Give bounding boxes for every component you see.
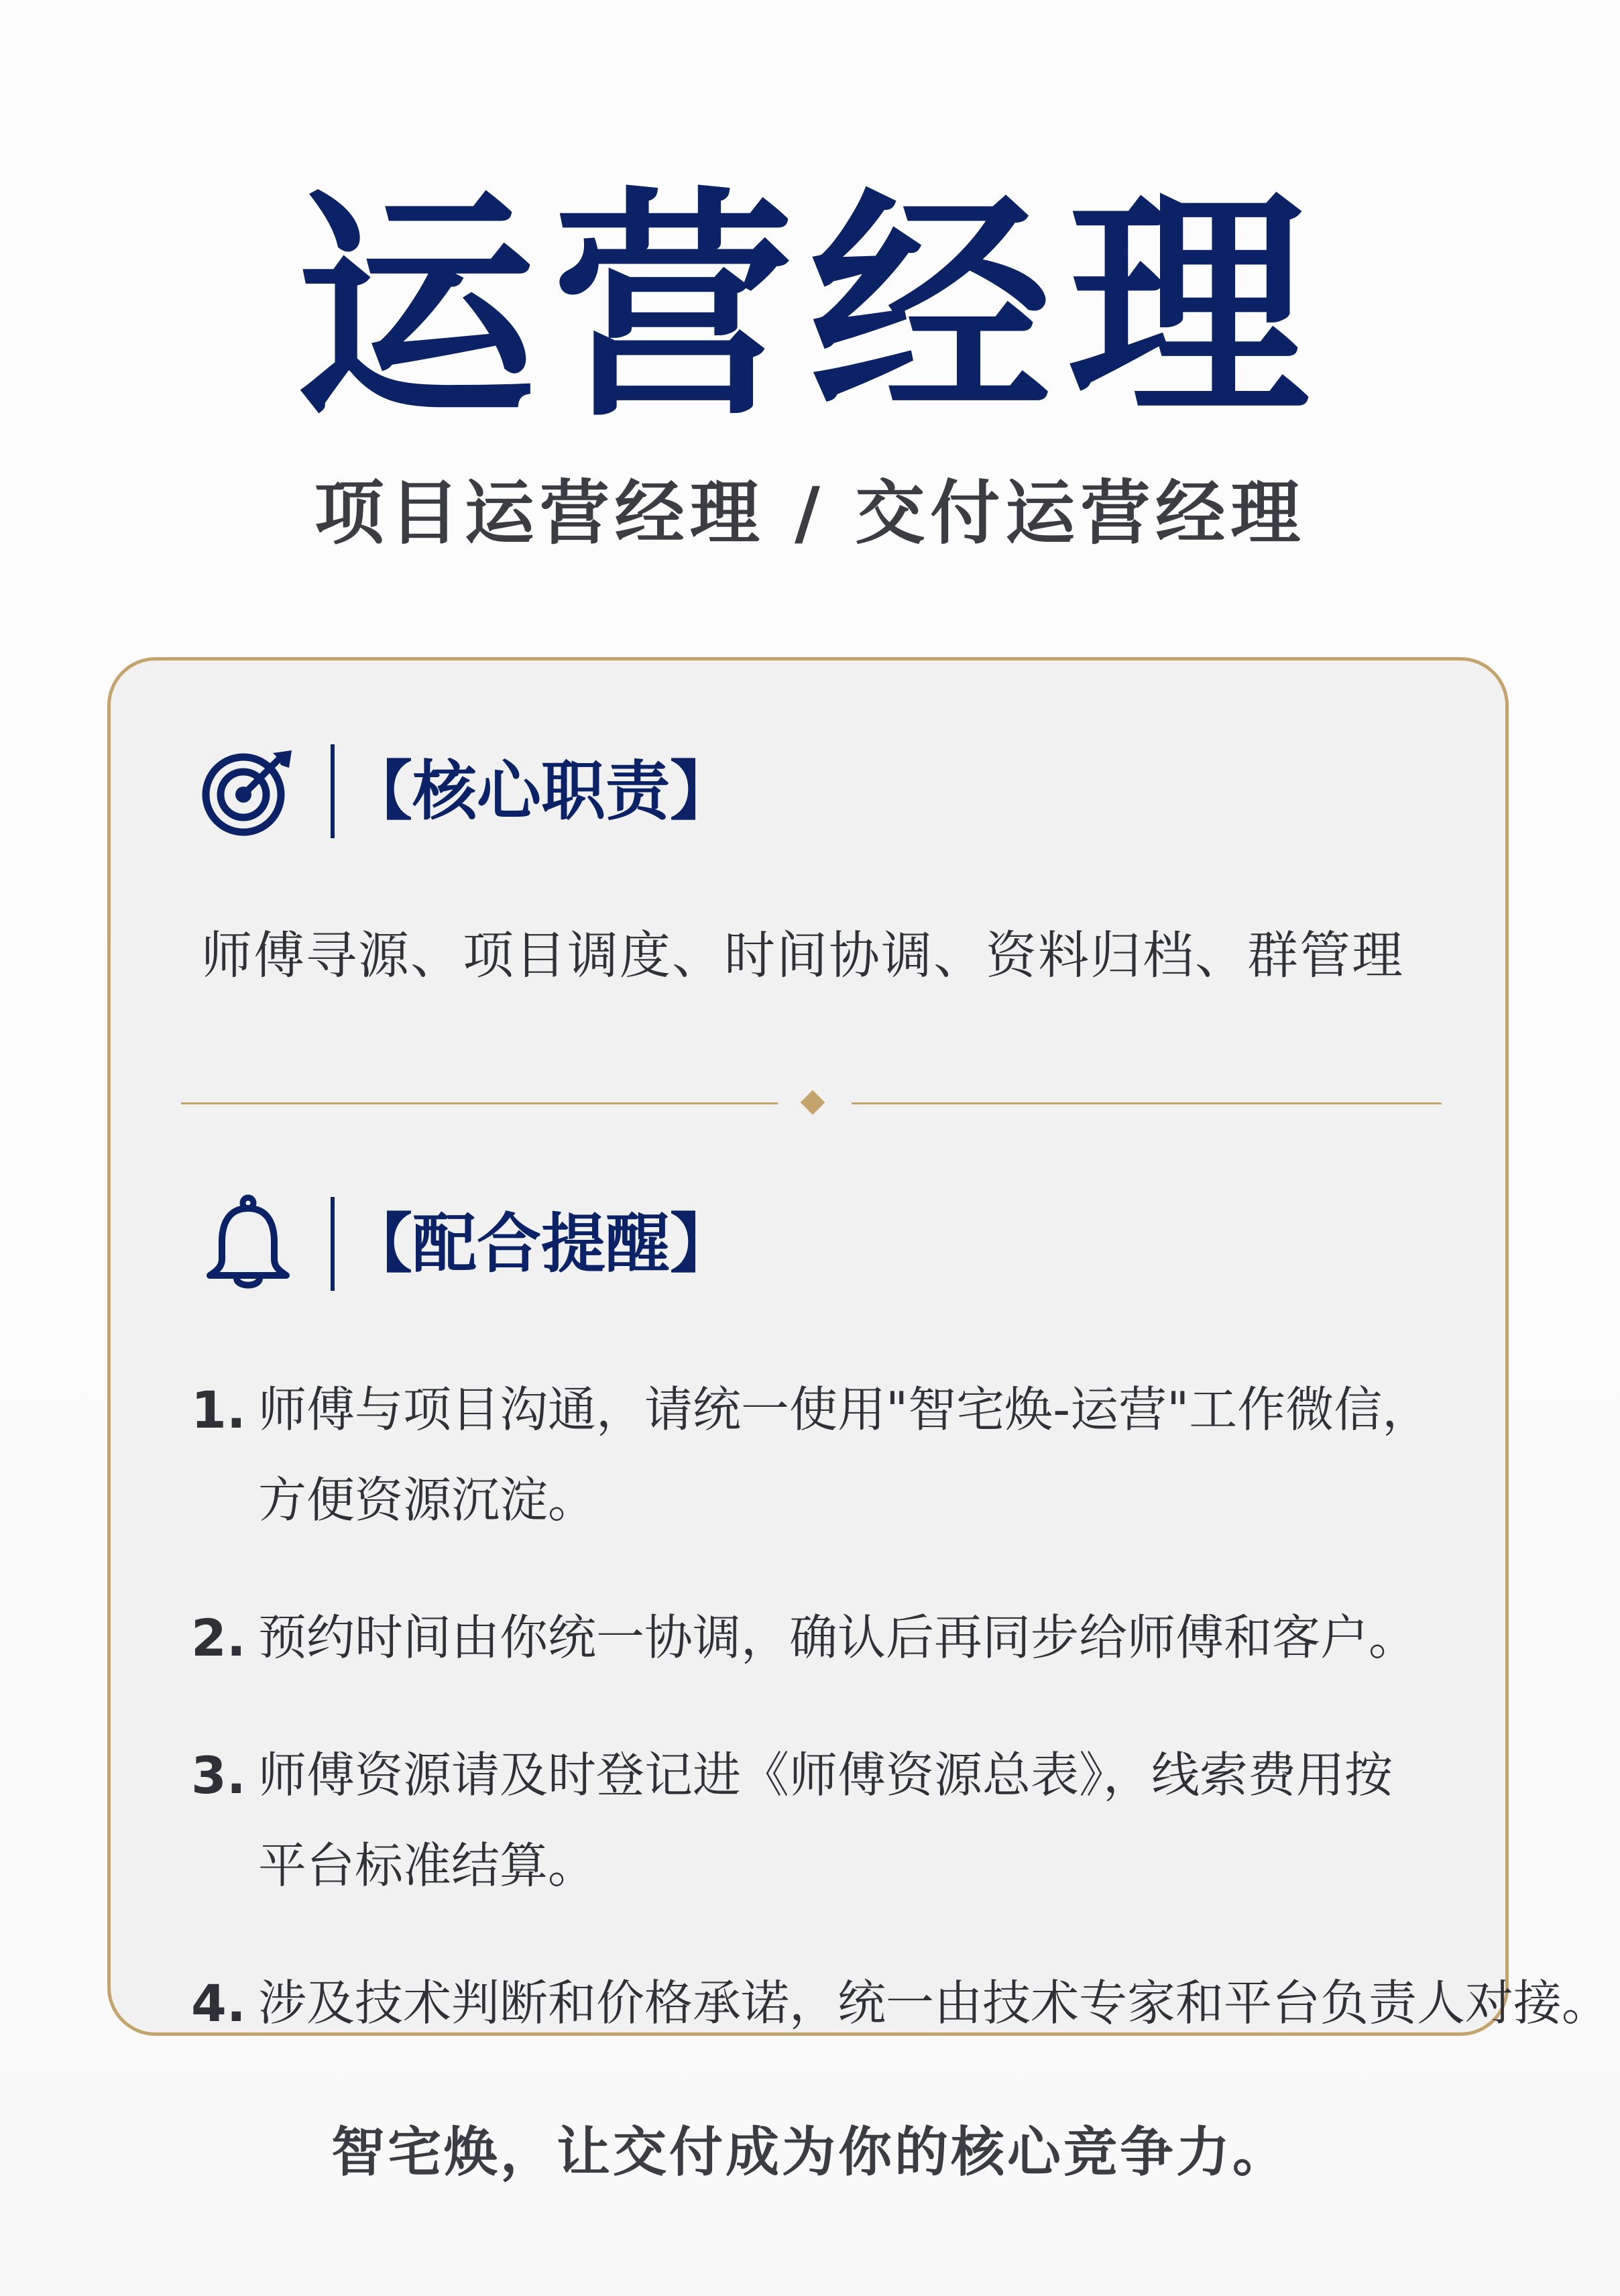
list-item-line: 预约时间由你统一协调，确认后再同步给师傅和客户。	[258, 1609, 1418, 1666]
list-item	[191, 1365, 1465, 1546]
core-duties-text: 师傅寻源、项目调度、时间协调、资料归档、群管理	[201, 925, 1404, 985]
list-item-number: 3.	[191, 1745, 246, 1805]
list-item-number: 1.	[191, 1380, 246, 1440]
list-item-line: 涉及技术判断和价格承诺，统一由技术专家和平台负责人对接。	[258, 1975, 1611, 2031]
section-divider	[181, 1090, 1442, 1116]
list-item-number: 4.	[191, 1973, 246, 2033]
divider-line-left	[181, 1102, 778, 1104]
page-title: 运营经理	[295, 168, 1325, 449]
list-item-line: 师傅与项目沟通，请统一使用"智宅焕-运营"工作微信，	[258, 1381, 1431, 1438]
list-item	[191, 1593, 1465, 1683]
list-item-line: 方便资源沉淀。	[258, 1472, 597, 1528]
divider-line-right	[852, 1102, 1442, 1104]
footer-slogan: 智宅焕，让交付成为你的核心竞争力。	[331, 2121, 1289, 2183]
list-item-text	[258, 1730, 1393, 1911]
header-divider-bar	[331, 744, 335, 838]
core-duties-header	[198, 738, 734, 845]
bell-icon	[198, 1194, 298, 1294]
list-item-text	[258, 1958, 1610, 2049]
diamond-icon	[801, 1090, 825, 1115]
list-item-text	[258, 1593, 1417, 1683]
reminders-list	[191, 1365, 1611, 2096]
target-icon	[198, 741, 298, 842]
content-card	[107, 657, 1611, 2036]
page-subtitle: 项目运营经理 / 交付运营经理	[314, 472, 1306, 554]
list-item-text	[258, 1365, 1430, 1546]
header-divider-bar	[331, 1197, 335, 1291]
list-item-line: 平台标准结算。	[258, 1837, 597, 1894]
core-duties-label: 【核心职责】	[348, 754, 734, 829]
reminders-label: 【配合提醒】	[348, 1206, 734, 1281]
list-item-line: 师傅资源请及时登记进《师傅资源总表》，线索费用按	[258, 1747, 1393, 1803]
list-item-number: 2.	[191, 1608, 246, 1668]
reminders-header	[198, 1190, 734, 1298]
list-item	[191, 1730, 1465, 1911]
list-item	[191, 1958, 1611, 2049]
